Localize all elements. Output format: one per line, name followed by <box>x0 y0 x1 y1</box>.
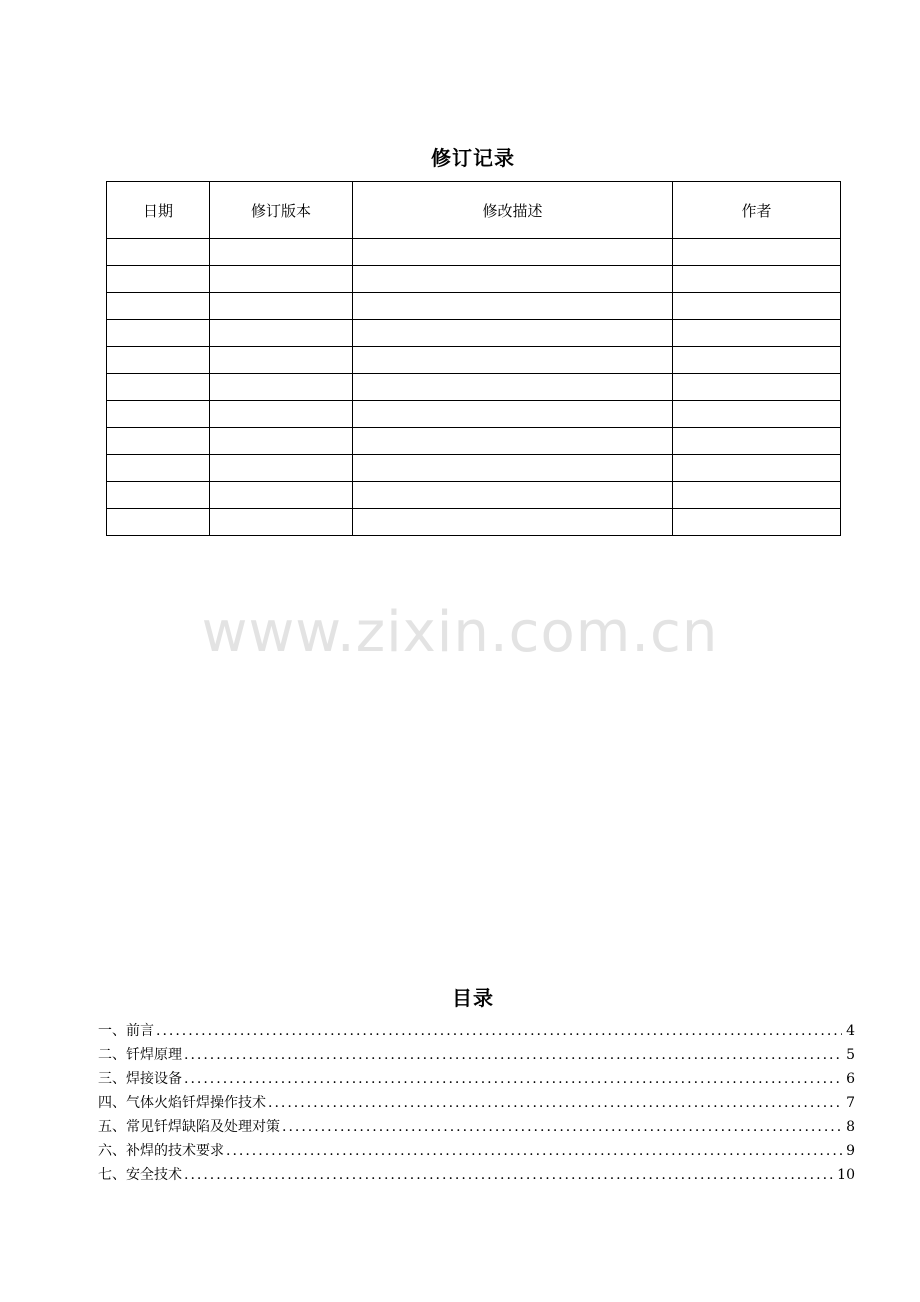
cell-author[interactable] <box>673 293 841 320</box>
toc-entry[interactable] <box>98 1116 855 1140</box>
toc-entry[interactable] <box>98 1092 855 1116</box>
cell-change-description[interactable] <box>353 509 673 536</box>
cell-revision-version[interactable] <box>210 455 353 482</box>
cell-author[interactable] <box>673 374 841 401</box>
header-revision-version: 修订版本 <box>210 182 353 239</box>
header-change-description: 修改描述 <box>353 182 673 239</box>
toc-entry-page: 4 <box>846 1023 855 1039</box>
cell-date[interactable] <box>107 509 210 536</box>
revision-row <box>107 428 841 455</box>
cell-author[interactable] <box>673 401 841 428</box>
toc-entry-page: 5 <box>846 1047 855 1063</box>
toc-entry-label: 四、气体火焰钎焊操作技术 <box>98 1095 266 1111</box>
cell-change-description[interactable] <box>353 482 673 509</box>
cell-date[interactable] <box>107 293 210 320</box>
cell-revision-version[interactable] <box>210 401 353 428</box>
cell-revision-version[interactable] <box>210 293 353 320</box>
watermark: www.zixin.com.cn <box>201 600 719 665</box>
cell-change-description[interactable] <box>353 293 673 320</box>
cell-author[interactable] <box>673 320 841 347</box>
cell-date[interactable] <box>107 401 210 428</box>
revision-row <box>107 320 841 347</box>
cell-change-description[interactable] <box>353 320 673 347</box>
toc-entry[interactable] <box>98 1164 855 1188</box>
cell-date[interactable] <box>107 428 210 455</box>
revision-header-row <box>107 182 841 239</box>
cell-revision-version[interactable] <box>210 509 353 536</box>
toc-leader-dots <box>184 1071 842 1087</box>
toc-entry[interactable] <box>98 1044 855 1068</box>
cell-change-description[interactable] <box>353 374 673 401</box>
toc-entry[interactable] <box>98 1068 855 1092</box>
toc-entry-page: 7 <box>846 1095 855 1111</box>
revision-row <box>107 455 841 482</box>
toc-entry-label: 三、焊接设备 <box>98 1071 182 1087</box>
revision-row <box>107 374 841 401</box>
toc-leader-dots <box>268 1095 842 1111</box>
cell-author[interactable] <box>673 266 841 293</box>
toc-entry-label: 六、补焊的技术要求 <box>98 1143 224 1159</box>
toc-leader-dots <box>184 1047 842 1063</box>
cell-date[interactable] <box>107 455 210 482</box>
cell-change-description[interactable] <box>353 347 673 374</box>
revision-table <box>106 181 841 536</box>
cell-change-description[interactable] <box>353 239 673 266</box>
toc-entry-label: 二、钎焊原理 <box>98 1047 182 1063</box>
cell-revision-version[interactable] <box>210 374 353 401</box>
cell-date[interactable] <box>107 239 210 266</box>
cell-date[interactable] <box>107 482 210 509</box>
cell-revision-version[interactable] <box>210 428 353 455</box>
toc-entry-page: 6 <box>846 1071 855 1087</box>
cell-author[interactable] <box>673 428 841 455</box>
cell-date[interactable] <box>107 347 210 374</box>
toc-entry-label: 七、安全技术 <box>98 1167 182 1183</box>
cell-revision-version[interactable] <box>210 482 353 509</box>
cell-date[interactable] <box>107 266 210 293</box>
toc-entry[interactable] <box>98 1020 855 1044</box>
revision-row <box>107 266 841 293</box>
revision-row <box>107 347 841 374</box>
cell-author[interactable] <box>673 347 841 374</box>
cell-change-description[interactable] <box>353 266 673 293</box>
revision-row <box>107 293 841 320</box>
toc-entry[interactable] <box>98 1140 855 1164</box>
toc-entry-label: 一、前言 <box>98 1023 154 1039</box>
toc-leader-dots <box>226 1143 842 1159</box>
cell-date[interactable] <box>107 320 210 347</box>
cell-revision-version[interactable] <box>210 320 353 347</box>
cell-date[interactable] <box>107 374 210 401</box>
toc-leader-dots <box>282 1119 842 1135</box>
toc-entry-page: 8 <box>846 1119 855 1135</box>
revision-row <box>107 239 841 266</box>
cell-change-description[interactable] <box>353 455 673 482</box>
toc-entry-page: 10 <box>837 1167 855 1183</box>
cell-change-description[interactable] <box>353 428 673 455</box>
cell-revision-version[interactable] <box>210 266 353 293</box>
cell-revision-version[interactable] <box>210 347 353 374</box>
toc-list <box>98 1020 855 1188</box>
cell-author[interactable] <box>673 455 841 482</box>
revision-row <box>107 401 841 428</box>
cell-author[interactable] <box>673 239 841 266</box>
revision-row <box>107 482 841 509</box>
revision-row <box>107 509 841 536</box>
cell-change-description[interactable] <box>353 401 673 428</box>
cell-author[interactable] <box>673 482 841 509</box>
cell-revision-version[interactable] <box>210 239 353 266</box>
revision-record-title: 修订记录 <box>431 146 515 170</box>
toc-title: 目录 <box>452 986 494 1010</box>
cell-author[interactable] <box>673 509 841 536</box>
toc-entry-page: 9 <box>846 1143 855 1159</box>
revision-table-body <box>107 239 841 536</box>
header-author: 作者 <box>673 182 841 239</box>
header-date: 日期 <box>107 182 210 239</box>
toc-entry-label: 五、常见钎焊缺陷及处理对策 <box>98 1119 280 1135</box>
toc-leader-dots <box>156 1023 842 1039</box>
toc-leader-dots <box>184 1167 833 1183</box>
